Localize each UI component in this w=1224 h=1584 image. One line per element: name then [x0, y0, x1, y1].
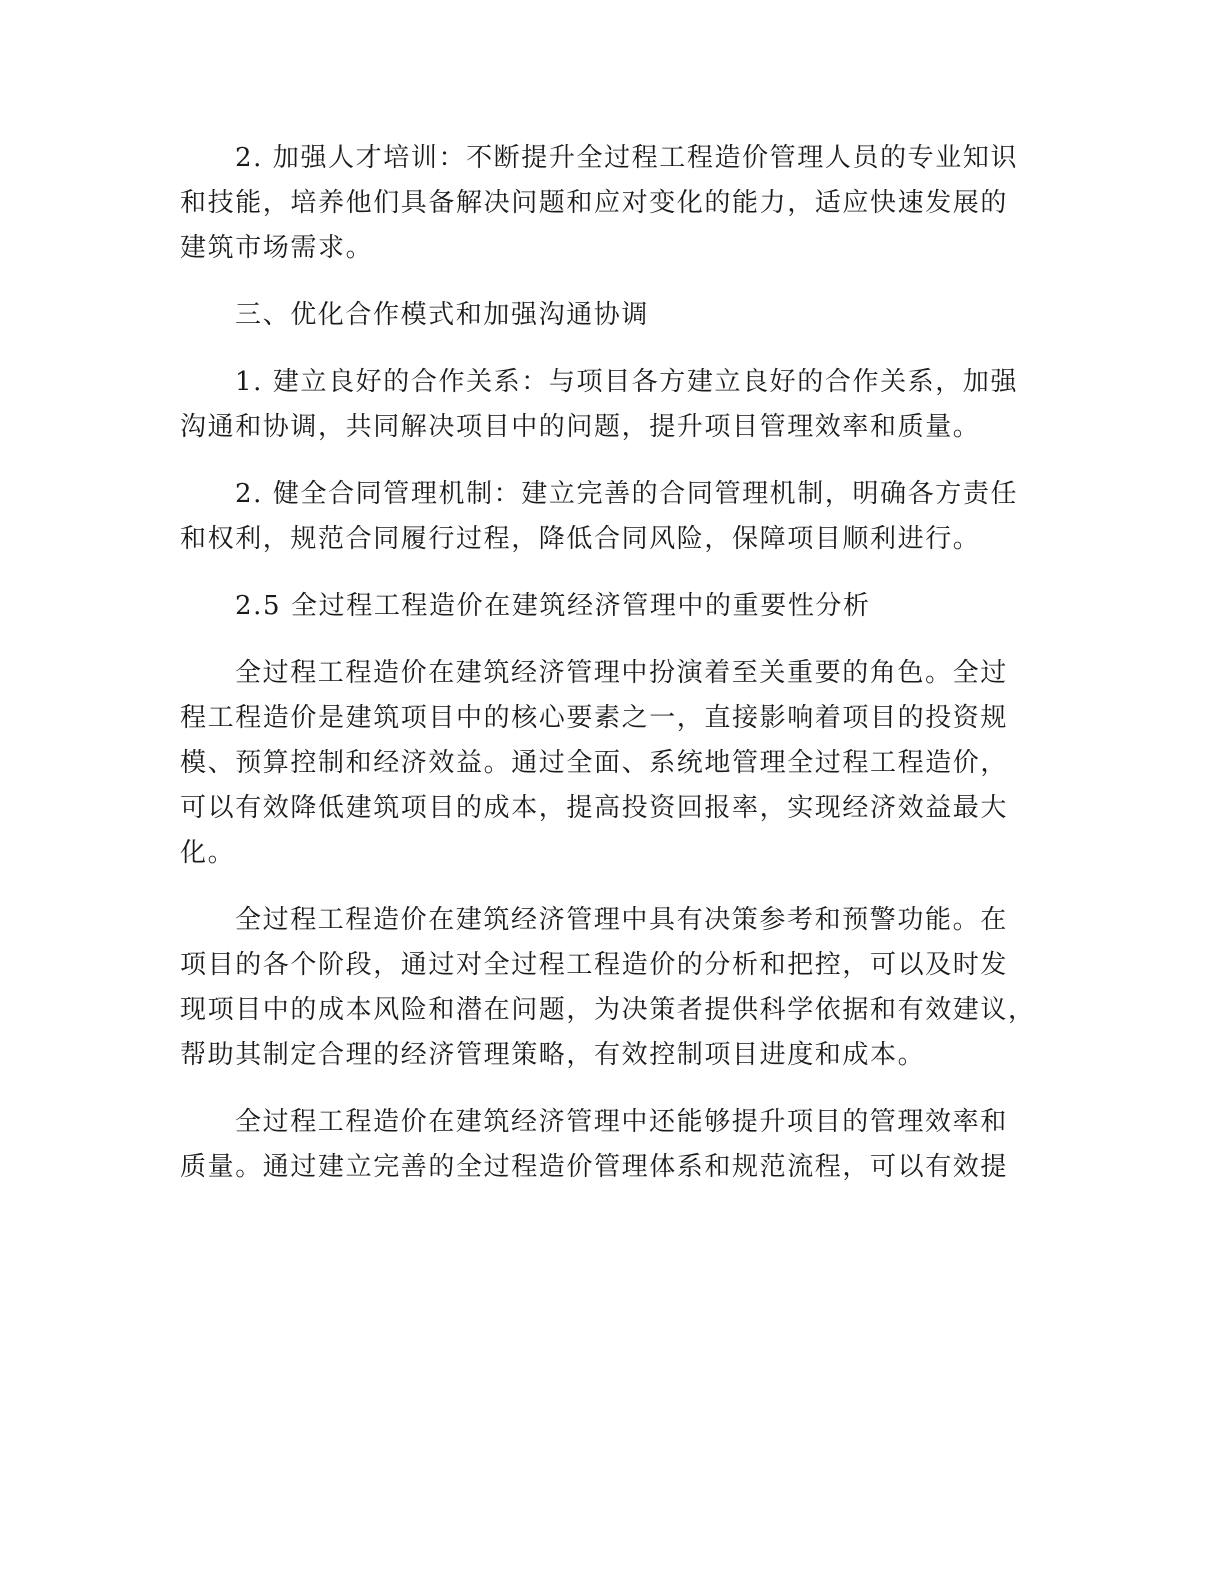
text-line: 可以有效降低建筑项目的成本，提高投资回报率，实现经济效益最大 — [180, 793, 1009, 823]
document-page — [180, 136, 1060, 1212]
text-line: 现项目中的成本风险和潜在问题，为决策者提供科学依据和有效建议， — [180, 995, 1036, 1025]
text-line: 全过程工程造价在建筑经济管理中具有决策参考和预警功能。在 — [235, 905, 1008, 935]
text-line: 程工程造价是建筑项目中的核心要素之一，直接影响着项目的投资规 — [180, 703, 1009, 733]
section-heading-importance — [180, 584, 1060, 629]
text-line: 建筑市场需求。 — [180, 233, 374, 263]
section-heading-cooperation — [180, 293, 1060, 338]
text-line: 2. 健全合同管理机制：建立完善的合同管理机制，明确各方责任 — [235, 479, 1019, 509]
paragraph-talent-training — [180, 136, 1060, 271]
text-line: 化。 — [180, 838, 236, 868]
paragraph-decision-warning — [180, 898, 1060, 1078]
text-line: 1. 建立良好的合作关系：与项目各方建立良好的合作关系，加强 — [235, 367, 1019, 397]
text-line: 和权利，规范合同履行过程，降低合同风险，保障项目顺利进行。 — [180, 524, 981, 554]
text-line: 和技能，培养他们具备解决问题和应对变化的能力，适应快速发展的 — [180, 188, 1009, 218]
text-line: 全过程工程造价在建筑经济管理中还能够提升项目的管理效率和 — [235, 1107, 1008, 1137]
paragraph-contract-management — [180, 472, 1060, 562]
text-line: 2. 加强人才培训：不断提升全过程工程造价管理人员的专业知识 — [235, 143, 1019, 173]
text-line: 项目的各个阶段，通过对全过程工程造价的分析和把控，可以及时发 — [180, 950, 1009, 980]
text-line: 全过程工程造价在建筑经济管理中扮演着至关重要的角色。全过 — [235, 658, 1008, 688]
text-line: 沟通和协调，共同解决项目中的问题，提升项目管理效率和质量。 — [180, 412, 981, 442]
text-line: 质量。通过建立完善的全过程造价管理体系和规范流程，可以有效提 — [180, 1152, 1009, 1182]
paragraph-cooperation-relations — [180, 360, 1060, 450]
text-line: 帮助其制定合理的经济管理策略，有效控制项目进度和成本。 — [180, 1040, 926, 1070]
paragraph-importance-role — [180, 651, 1060, 876]
heading-text: 2.5 全过程工程造价在建筑经济管理中的重要性分析 — [235, 591, 871, 621]
text-line: 模、预算控制和经济效益。通过全面、系统地管理全过程工程造价， — [180, 748, 1009, 778]
paragraph-efficiency-quality — [180, 1100, 1060, 1190]
heading-text: 三、优化合作模式和加强沟通协调 — [235, 300, 650, 330]
